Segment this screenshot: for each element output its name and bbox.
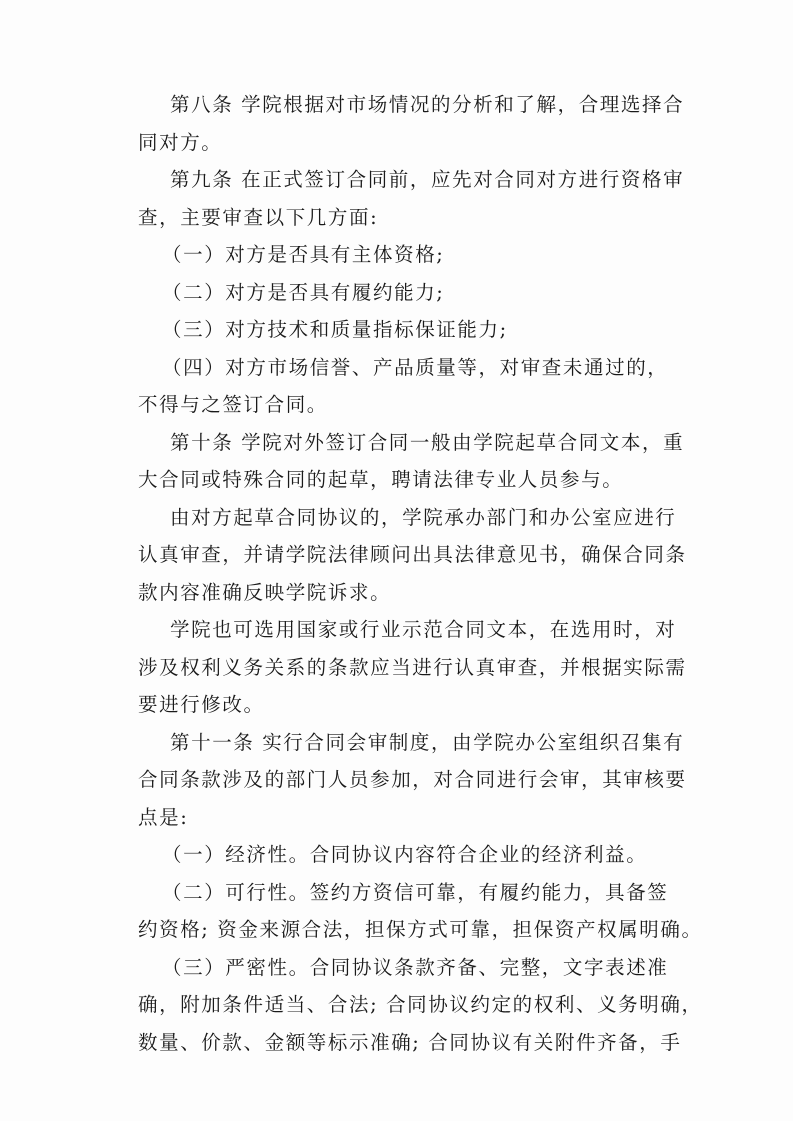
text-line: （三）对方技术和质量指标保证能力;: [162, 318, 508, 341]
text-line: 第十一条 实行合同会审制度，由学院办公室组织召集有: [170, 730, 685, 754]
text-line: 确，附加条件适当、合法; 合同协议约定的权利、义务明确，: [138, 993, 703, 1016]
text-line: （一）经济性。合同协议内容符合企业的经济利益。: [162, 843, 648, 866]
text-line: （一）对方是否具有主体资格;: [162, 243, 445, 266]
text-line: 由对方起草合同协议的，学院承办部门和办公室应进行: [170, 505, 677, 529]
text-line: 查，主要审查以下几方面:: [138, 205, 379, 229]
text-line: 合同条款涉及的部门人员参加，对合同进行会审，其审核要: [138, 768, 687, 791]
text-line: 不得与之签订合同。: [138, 393, 328, 416]
text-line: 涉及权利义务关系的条款应当进行认真审查，并根据实际需: [138, 655, 687, 679]
text-line: 第八条 学院根据对市场情况的分析和了解，合理选择合: [170, 93, 685, 116]
text-line: 点是:: [138, 805, 189, 829]
text-line: 第九条 在正式签订合同前，应先对合同对方进行资格审: [170, 168, 685, 191]
document-body: [138, 86, 703, 1061]
text-line: 款内容准确反映学院诉求。: [138, 580, 392, 604]
text-line: （二）对方是否具有履约能力;: [162, 280, 445, 304]
text-line: 约资格; 资金来源合法，担保方式可靠，担保资产权属明确。: [138, 918, 703, 941]
text-line: 数量、价款、金额等标示准确; 合同协议有关附件齐备，手: [138, 1030, 682, 1054]
text-line: （三）严密性。合同协议条款齐备、完整，文字表述准: [162, 955, 669, 979]
text-line: 学院也可选用国家或行业示范合同文本，在选用时，对: [170, 618, 677, 641]
text-line: （四）对方市场信誉、产品质量等，对审查未通过的，: [162, 355, 669, 379]
text-line: 要进行修改。: [138, 693, 265, 716]
text-line: 认真审查，并请学院法律顾问出具法律意见书，确保合同条: [138, 543, 687, 566]
text-line: 第十条 学院对外签订合同一般由学院起草合同文本，重: [170, 430, 685, 454]
text-line: （二）可行性。签约方资信可靠，有履约能力，具备签: [162, 880, 669, 904]
text-line: 同对方。: [138, 130, 223, 154]
text-line: 大合同或特殊合同的起草，聘请法律专业人员参与。: [138, 468, 624, 491]
